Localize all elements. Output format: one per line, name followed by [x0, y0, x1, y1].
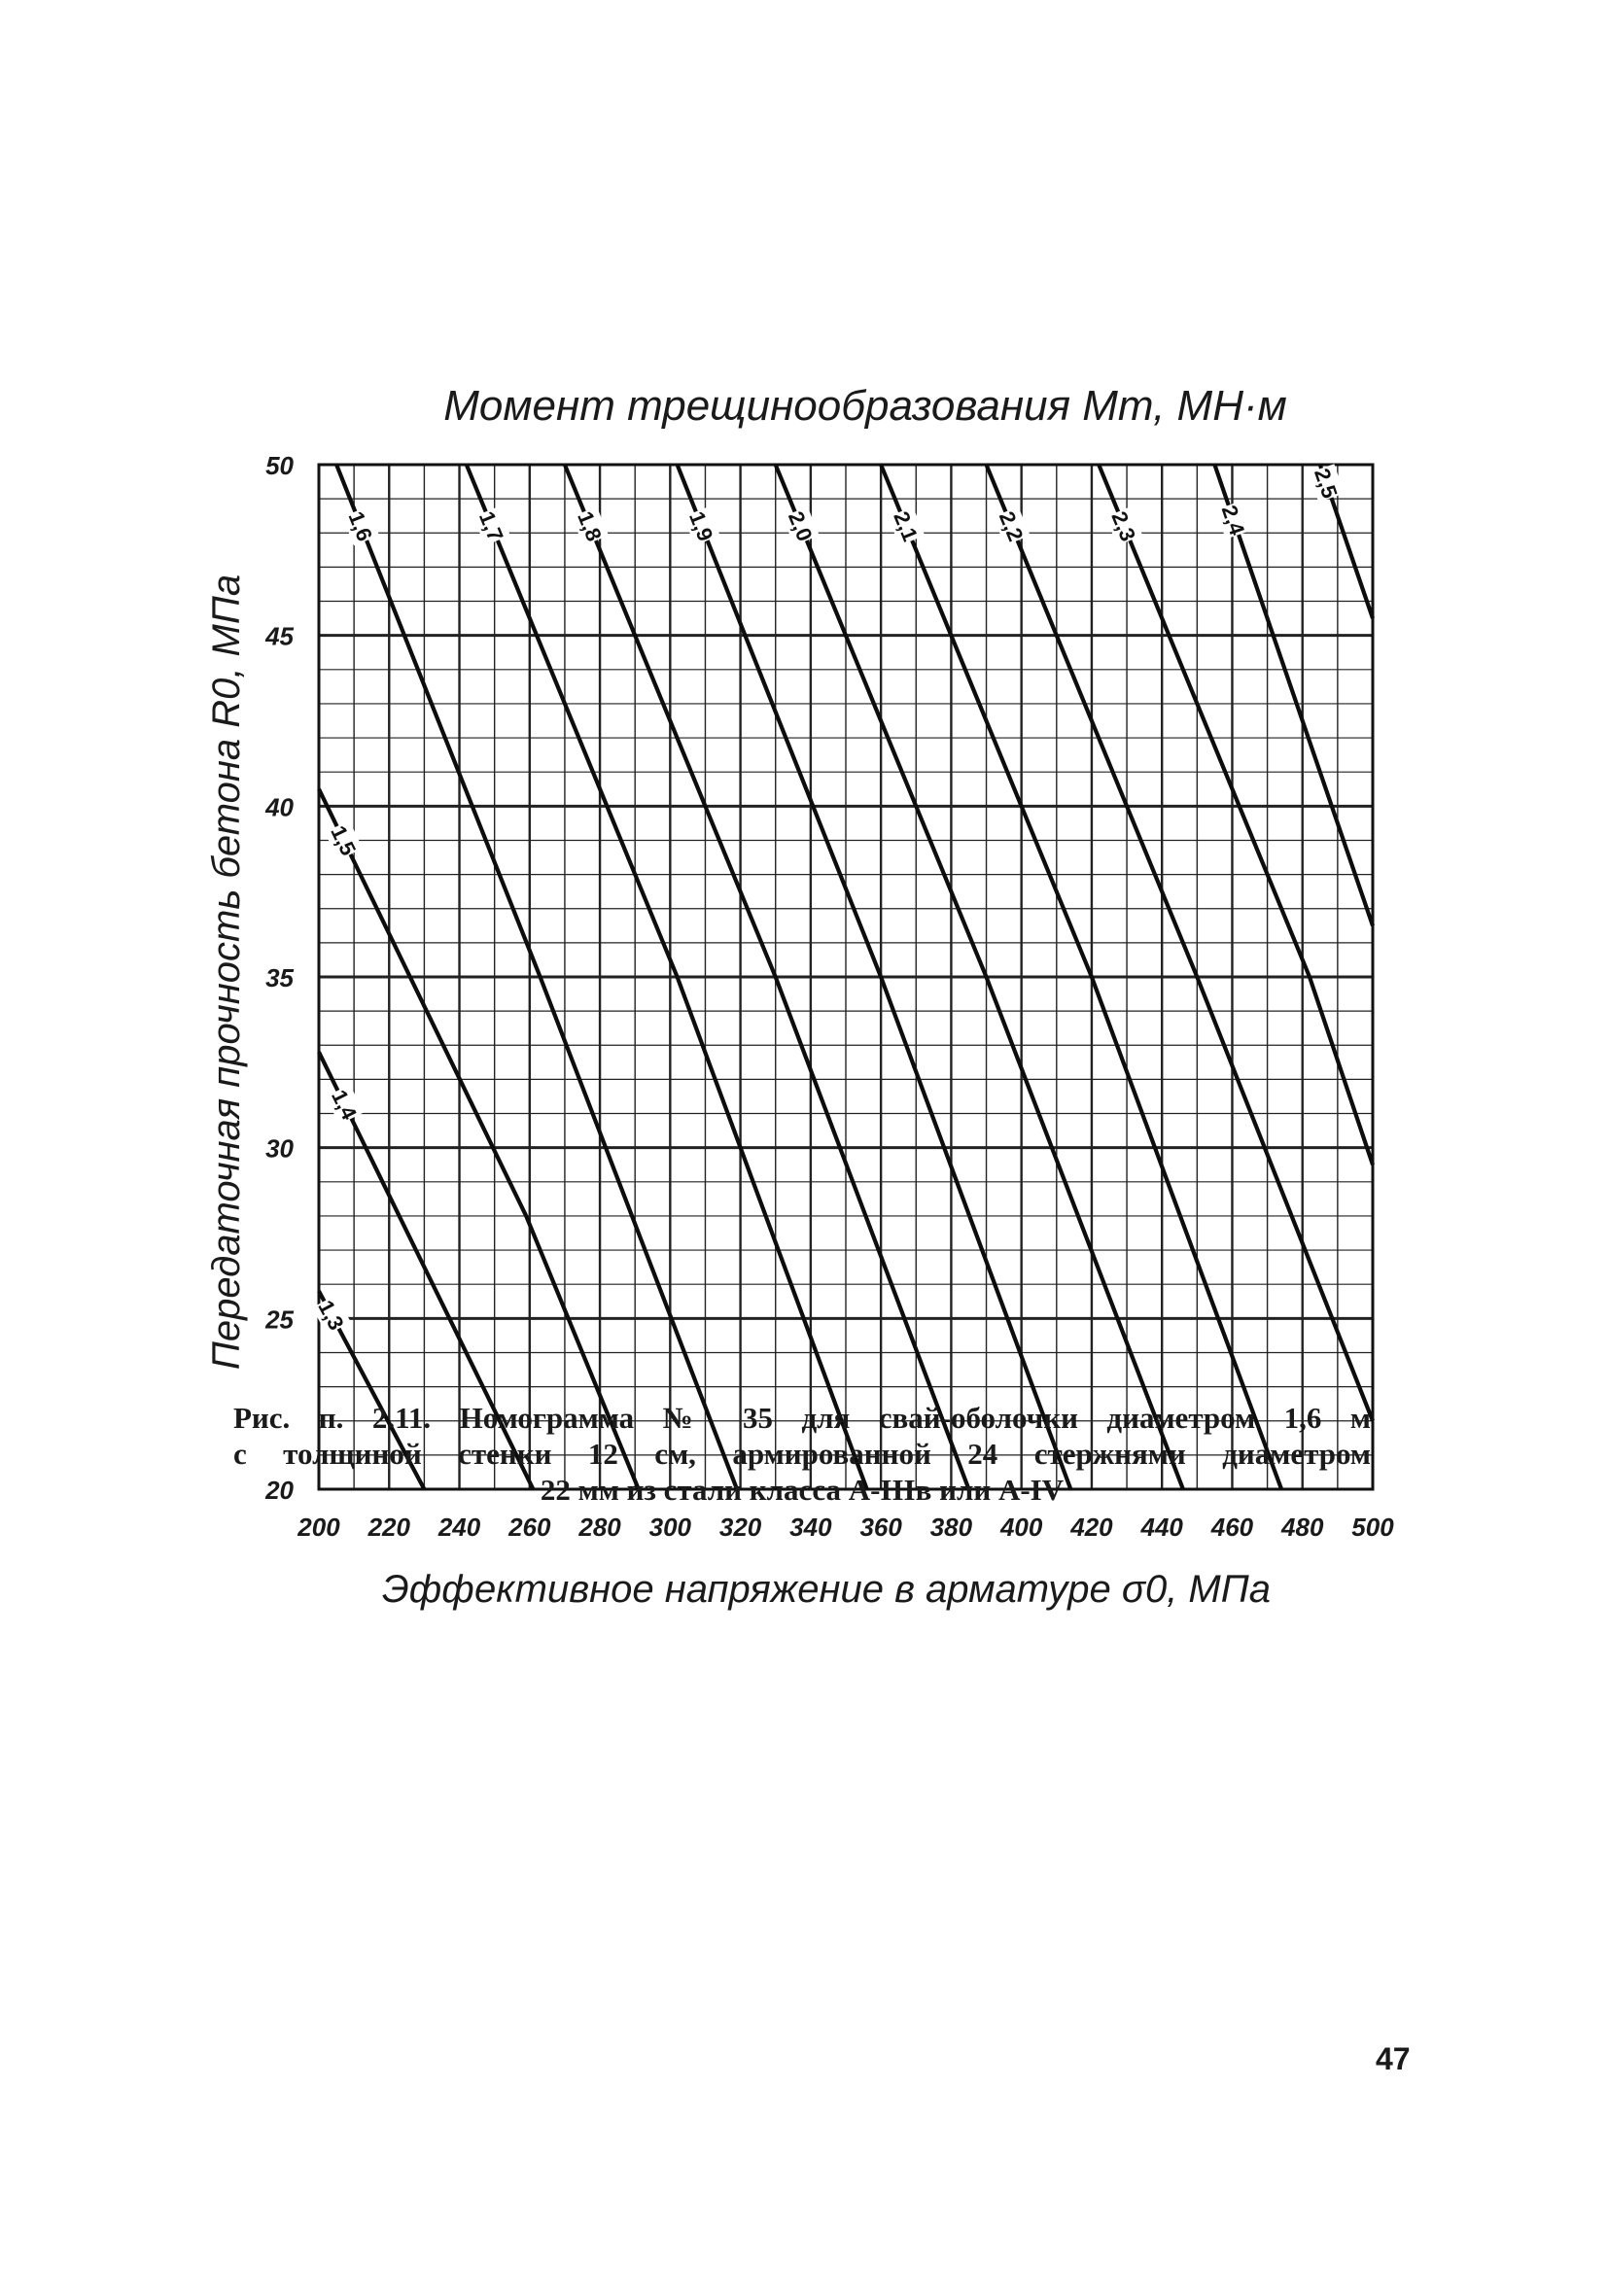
- y-tick-label: 50: [265, 451, 294, 480]
- curve-label: 2,4: [1216, 502, 1250, 539]
- curve-label: 1,7: [473, 507, 508, 545]
- y-axis-label: Передаточная прочность бетона R0, МПа: [205, 574, 248, 1371]
- caption-line-3: 22 мм из стали класса А-IIIв или А-IV: [540, 1473, 1065, 1507]
- y-tick-label: 30: [265, 1133, 294, 1164]
- x-tick-label: 420: [1070, 1513, 1113, 1542]
- curve-2-3: [1099, 465, 1373, 1165]
- y-tick-label: 20: [265, 1476, 294, 1505]
- y-tick-label: 35: [265, 963, 294, 992]
- x-tick-label: 320: [718, 1513, 762, 1542]
- y-tick-label: 40: [265, 792, 294, 822]
- curve-label: 1,3: [313, 1296, 349, 1335]
- curve-label: 1,5: [326, 821, 362, 859]
- curve-label: 1,9: [683, 507, 718, 545]
- curve-label: 2,1: [889, 507, 924, 545]
- x-tick-label: 400: [999, 1513, 1043, 1542]
- x-tick-label: 340: [789, 1513, 832, 1542]
- x-axis-label: Эффективное напряжение в арматуре σ0, МПа: [382, 1568, 1271, 1611]
- x-tick-label: 440: [1140, 1513, 1183, 1542]
- caption-line-2: с толщиной стенки 12 см, армированной 24 стержнями диаметром: [233, 1437, 1371, 1471]
- figure-caption: [233, 1400, 1371, 1508]
- page-number: 47: [1376, 2041, 1411, 2076]
- chart-title: Момент трещинообразования Мт, МН·м: [443, 382, 1287, 430]
- curve-label: 1,6: [343, 507, 378, 545]
- curve-label: 1,8: [573, 507, 607, 545]
- x-tick-label: 200: [297, 1513, 340, 1542]
- x-tick-label: 380: [929, 1513, 973, 1542]
- x-tick-label: 300: [648, 1513, 692, 1542]
- x-tick-labels: [297, 1513, 1394, 1542]
- y-tick-label: 45: [265, 621, 294, 651]
- curve-label: 2,0: [783, 507, 818, 545]
- x-tick-label: 220: [367, 1513, 410, 1542]
- caption-line-1: Рис. п. 2.11. Номограмма № 35 для свай-оболочки диаметром 1,6 м: [233, 1401, 1371, 1435]
- x-tick-label: 460: [1210, 1513, 1254, 1542]
- y-tick-label: 25: [265, 1305, 294, 1335]
- x-tick-label: 360: [859, 1513, 902, 1542]
- x-tick-label: 480: [1281, 1513, 1324, 1542]
- y-tick-labels: [264, 451, 294, 1505]
- x-tick-label: 240: [437, 1513, 481, 1542]
- curve-label: 2,3: [1106, 507, 1141, 545]
- x-tick-label: 280: [578, 1513, 621, 1542]
- curve-label: 2,5: [1310, 465, 1343, 502]
- curve-label: 2,2: [994, 507, 1029, 545]
- curve-label: 1,4: [327, 1086, 362, 1124]
- x-tick-label: 500: [1351, 1513, 1394, 1542]
- x-tick-label: 260: [508, 1513, 551, 1542]
